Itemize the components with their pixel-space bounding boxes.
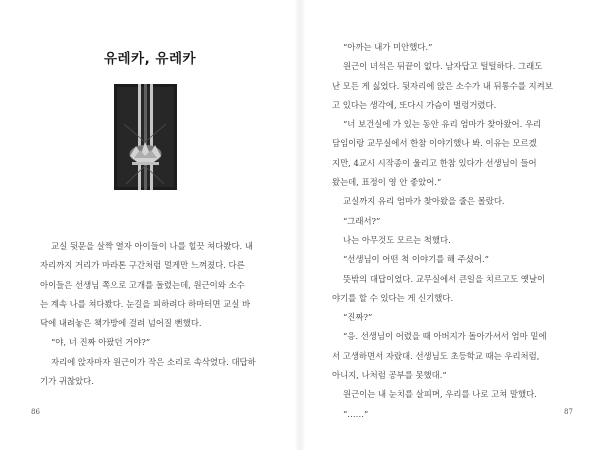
paragraph [332, 385, 568, 404]
text-line: 지만, 4교시 시작종이 울리고 한참 있다가 선생님이 들어 [332, 157, 537, 168]
text-line: 서 고생하면서 자랐대. 선생님도 초등학교 때는 우리처럼, [332, 350, 540, 361]
text-line: 기가 귀찮았다. [40, 376, 94, 387]
text-line: 고 있다는 생각에, 또다시 가슴이 벌렁거렸다. [332, 99, 497, 110]
paragraph [332, 38, 568, 57]
right-body-text [332, 38, 568, 424]
text-line: 난 모든 게 싫었다. 뒷자리에 앉은 소수가 내 뒤통수를 지켜보 [332, 80, 553, 91]
paragraph [332, 250, 568, 269]
text-line: “선생님이 어떤 척 이야기를 해 주셨어.” [343, 254, 489, 265]
paragraph [332, 405, 568, 424]
text-line: 나는 아무것도 모르는 척했다. [343, 234, 451, 245]
text-line: 담임이랑 교무실에서 한참 이야기했나 봐. 이유는 모르겠 [332, 138, 537, 149]
paragraph [332, 192, 568, 211]
page-number-left: 86 [31, 408, 40, 416]
text-line: 원근이는 내 눈치를 살피며, 우리를 나로 고쳐 말했다. [343, 389, 537, 400]
text-line: 원근이 녀석은 뒤끝이 없다. 남자답고 털털하다. 그래도 [343, 61, 543, 72]
text-line: 자리에 앉자마자 원근이가 작은 소리로 속삭였다. 대답하 [51, 356, 256, 367]
chapter-illustration [114, 84, 177, 190]
paragraph [332, 57, 568, 115]
text-line: 아이들은 선생님 쪽으로 고개를 돌렸는데, 원근이와 소수 [40, 279, 245, 290]
text-line: “……” [343, 408, 369, 419]
chapter-title: 유레카, 유레카 [103, 51, 197, 67]
text-line: 아니지, 나처럼 공부를 못했대.” [332, 370, 447, 381]
paragraph [332, 327, 568, 385]
text-line: 자리까지 거리가 마라톤 구간처럼 멀게만 느껴졌다. 다른 [40, 260, 245, 271]
text-line: 는 계속 나를 쳐다봤다. 눈길을 피하려다 하마터면 교실 바 [40, 298, 251, 309]
text-line: “응. 선생님이 어렸을 때 아버지가 돌아가셔서 엄마 밑에 [343, 331, 547, 342]
paragraph [332, 270, 568, 309]
paragraph [332, 115, 568, 192]
left-body-text [40, 237, 272, 391]
text-line: 야기를 할 수 있다는 게 신기했다. [332, 292, 454, 303]
paragraph [332, 212, 568, 231]
page-number-right: 87 [564, 408, 573, 416]
text-line: “진짜?” [343, 312, 373, 323]
text-line: 교실까지 유리 엄마가 찾아왔을 줄은 몰랐다. [343, 196, 505, 207]
text-line: “너 보건실에 가 있는 동안 유리 엄마가 찾아왔어. 우리 [343, 119, 542, 130]
right-page [300, 0, 600, 450]
paragraph [332, 231, 568, 250]
text-line: 뜻밖의 대답이었다. 교무실에서 큰일을 치르고도 옛날이 [343, 273, 546, 284]
text-line: “야, 너 진짜 아팠던 거야?” [51, 337, 151, 348]
paragraph [40, 353, 272, 392]
paragraph [332, 308, 568, 327]
text-line: 교실 뒷문을 살짝 열자 아이들이 나를 힐끗 쳐다봤다. 내 [51, 241, 253, 251]
text-line: 닥에 내려놓은 책가방에 걸려 넘어질 뻔했다. [40, 318, 202, 329]
text-line: “그래서?” [343, 215, 381, 226]
paragraph [40, 333, 272, 352]
text-line: 왔는데, 표정이 영 안 좋았어.” [332, 177, 442, 188]
text-line: “아까는 내가 미안했다.” [343, 42, 433, 52]
paragraph [40, 237, 272, 333]
